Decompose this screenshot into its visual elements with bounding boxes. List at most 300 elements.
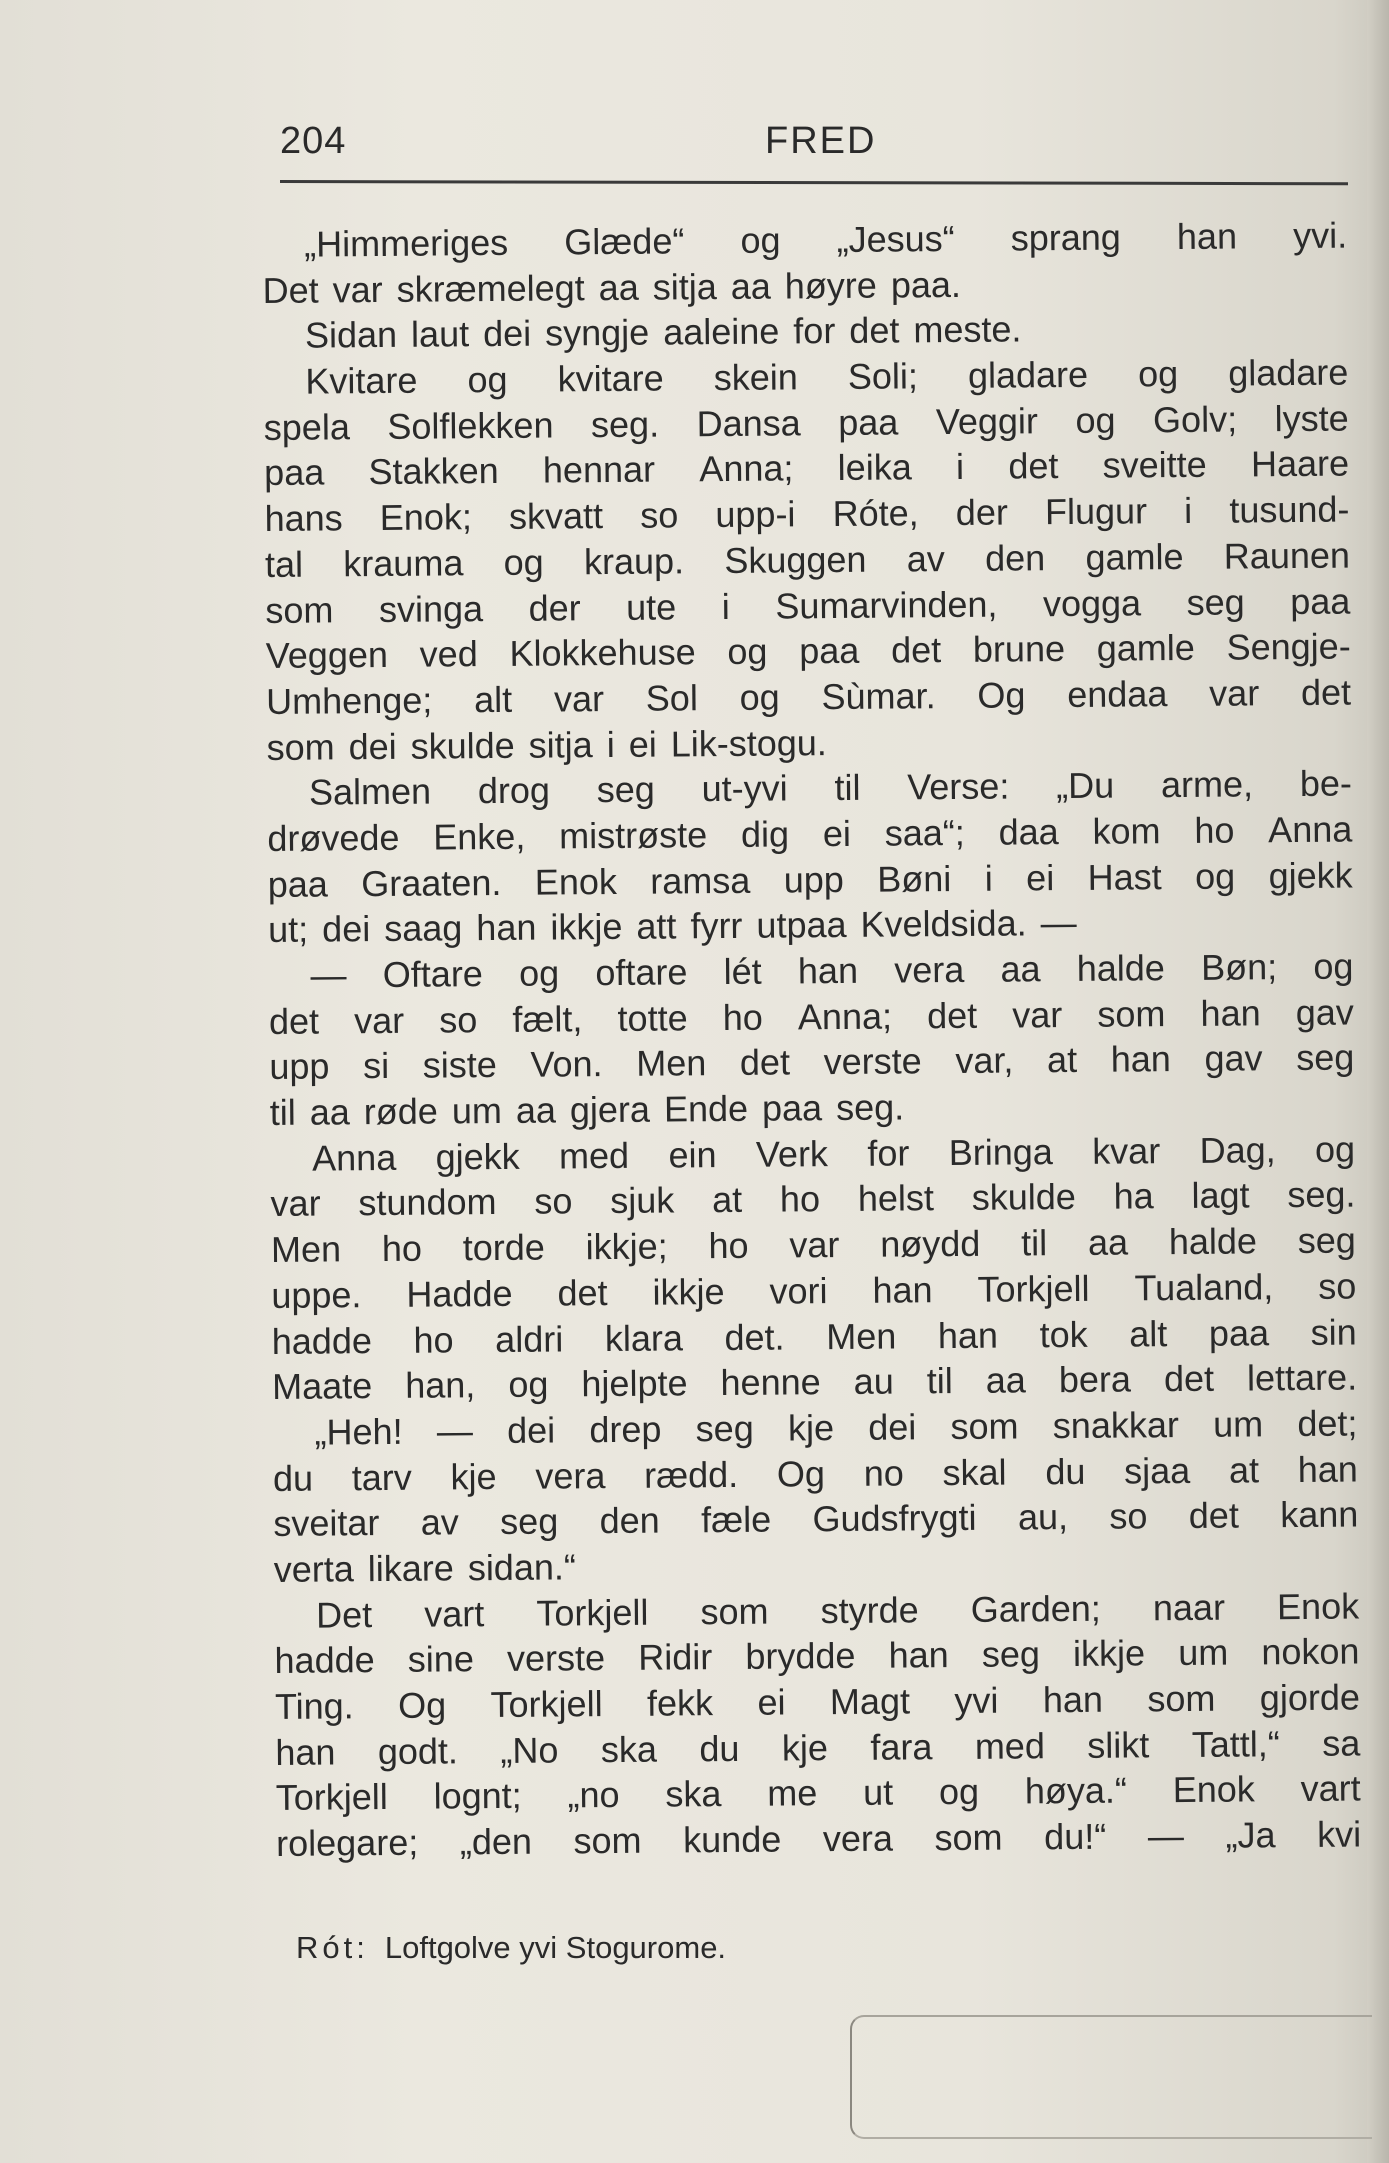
text-line [276, 1766, 1361, 1821]
text-line [272, 1355, 1357, 1410]
word: fara [870, 1725, 933, 1768]
word: og [467, 358, 508, 401]
word: seg [500, 1500, 559, 1543]
word: det [890, 629, 942, 671]
word: Men [270, 1228, 342, 1271]
word: seg. [590, 403, 660, 445]
word: ute [625, 585, 677, 628]
word: verste [506, 1637, 606, 1680]
word: aa [730, 265, 771, 307]
word: Hadde [406, 1272, 513, 1315]
word: dig [740, 813, 790, 855]
word: halde [1076, 947, 1166, 989]
word: halde [1168, 1220, 1258, 1263]
paragraph [268, 944, 1355, 1136]
word: Veggir [935, 399, 1039, 442]
word: hans [264, 497, 343, 540]
word: paa [799, 629, 860, 672]
word: seg [1186, 580, 1245, 623]
word: du [272, 1457, 314, 1499]
word: so [534, 1180, 573, 1223]
word: du [699, 1727, 740, 1769]
word: Enok [1172, 1768, 1256, 1811]
word: var, [955, 1039, 1014, 1082]
word: den [984, 536, 1046, 579]
word: sitja [652, 265, 717, 308]
word: lét [723, 950, 762, 992]
word: paa [838, 401, 899, 443]
word: — [1040, 902, 1077, 944]
word: Torkjell [536, 1591, 649, 1634]
word: og [1313, 945, 1354, 987]
word: fælt, [512, 997, 583, 1040]
footnote-term: Rót: [296, 1930, 369, 1965]
word: so [439, 998, 478, 1041]
word: og [503, 541, 544, 583]
word: gjekk [435, 1135, 520, 1178]
word: kvitare [557, 357, 664, 400]
word: Men [826, 1315, 897, 1357]
word: ramsa [650, 859, 751, 902]
word: ei [628, 723, 657, 765]
word: Sùmar. [821, 675, 936, 718]
word: paa [267, 863, 329, 905]
word: ska [600, 1728, 658, 1770]
word: Bøn; [1200, 946, 1278, 988]
word: Det [315, 1593, 373, 1636]
word: Anna; [699, 447, 794, 490]
word: brydde [745, 1635, 856, 1678]
word: skulde [410, 724, 515, 767]
word: upp [269, 1045, 330, 1088]
word: var [1012, 993, 1063, 1036]
word: — [310, 954, 347, 996]
word: fæle [700, 1498, 772, 1541]
word: Lik-stogu. [670, 721, 828, 765]
word: sitja [528, 723, 593, 766]
word: Umhenge; [266, 679, 433, 722]
word: var [353, 999, 405, 1041]
word: Raunen [1223, 534, 1351, 577]
word: sa [1322, 1722, 1361, 1764]
word: Róte, [832, 492, 919, 535]
word: som [950, 1405, 1019, 1447]
word: han [937, 1314, 999, 1356]
word: Enok [1276, 1585, 1360, 1627]
word: yvi [954, 1679, 999, 1722]
word: Anna [1268, 808, 1353, 851]
word: Enke, [433, 815, 526, 858]
word: Det [262, 269, 319, 311]
word: det [1163, 1357, 1215, 1400]
word: kunde [683, 1818, 782, 1861]
word: som [1097, 992, 1166, 1035]
word: Anna [311, 1136, 397, 1179]
word: vori [769, 1269, 828, 1312]
word: som [573, 1819, 642, 1862]
word: Kvitare [305, 359, 418, 402]
word: dei [868, 1406, 917, 1448]
word: han [888, 1634, 949, 1676]
word: Soli; [847, 355, 919, 397]
word: Anna; [797, 995, 893, 1038]
word: Tualand, [1134, 1266, 1274, 1309]
word: paa [761, 1087, 823, 1129]
word: og [740, 219, 781, 261]
word: ho [413, 1318, 454, 1361]
word: ved [419, 633, 478, 675]
word: „Jesus“ [836, 217, 955, 260]
word: drep [589, 1408, 662, 1451]
word: „Du [1055, 764, 1115, 807]
word: den [599, 1499, 660, 1542]
word: ho [381, 1227, 423, 1270]
word: „Heh! [314, 1410, 403, 1453]
word: so [640, 494, 679, 536]
word: Torkjell [977, 1267, 1090, 1310]
word: vera [535, 1454, 606, 1497]
word: hadde [271, 1319, 373, 1362]
word: no [863, 1452, 904, 1494]
word: tal [264, 543, 304, 585]
word: aa [1000, 948, 1041, 990]
word: til [1020, 1222, 1048, 1264]
footnote-definition: Loftgolve yvi Stogurome. [384, 1930, 727, 1965]
word: som [700, 1590, 769, 1632]
word: ho [1194, 809, 1235, 851]
word: kje [787, 1406, 835, 1449]
page-edge-shadow [1367, 0, 1389, 2163]
word: godt. [377, 1730, 459, 1772]
word: han [1200, 992, 1261, 1034]
word: i [1184, 490, 1193, 532]
word: høyre [784, 264, 878, 307]
word: uppe. [271, 1273, 362, 1316]
word: det [557, 1271, 608, 1314]
word: skal [942, 1451, 1007, 1493]
word: dei [322, 908, 371, 950]
word: at [1228, 1448, 1260, 1491]
word: høya.“ [1024, 1769, 1128, 1812]
word: ei [822, 812, 852, 855]
word: Solflekken [387, 404, 554, 447]
word: nokon [1261, 1630, 1360, 1673]
word: lyste [1274, 397, 1349, 439]
paragraph [274, 1583, 1361, 1867]
word: han [872, 1269, 933, 1311]
word: henne [720, 1361, 821, 1404]
word: snakkar [1052, 1403, 1180, 1447]
word: rolegare; [275, 1821, 419, 1864]
word: fekk [646, 1682, 714, 1724]
word: Von. [530, 1043, 603, 1086]
page-header [280, 120, 1345, 176]
word: han [476, 906, 537, 949]
word: kje [781, 1726, 829, 1769]
word: dei [482, 313, 532, 355]
word: og [1194, 855, 1236, 897]
word: Ridir [638, 1636, 713, 1679]
word: sprang [1010, 216, 1121, 259]
word: han [1297, 1448, 1359, 1490]
word: det [926, 994, 978, 1036]
word: hennar [542, 449, 656, 491]
word: han [1110, 1038, 1172, 1080]
word: ho [708, 1224, 749, 1267]
word: gladare [967, 353, 1089, 396]
word: kann [1280, 1493, 1359, 1536]
word: Sengje- [1226, 625, 1351, 668]
word: og [739, 676, 780, 718]
word: vogga [1042, 581, 1142, 624]
text-line [267, 761, 1352, 816]
word: be- [1299, 762, 1353, 805]
word: han [275, 1731, 336, 1773]
word: rædd. [643, 1453, 739, 1496]
word: Bringa [948, 1130, 1053, 1173]
word: og [938, 1771, 980, 1813]
word: paa. [890, 263, 962, 306]
word: vart [424, 1592, 485, 1635]
text-line [276, 1812, 1361, 1867]
word: Tattl,“ [1191, 1722, 1280, 1765]
text-line [273, 1492, 1358, 1547]
word: og [508, 1363, 549, 1406]
word: Dansa [696, 402, 801, 444]
word: hadde [274, 1639, 375, 1682]
word: gav [1204, 1037, 1263, 1080]
word: „den [459, 1820, 533, 1863]
word: klara [604, 1316, 684, 1359]
word: med [974, 1724, 1046, 1767]
word: so [1109, 1495, 1148, 1537]
word: seg [695, 1407, 754, 1450]
text-line [271, 1263, 1356, 1318]
word: var [1209, 672, 1260, 714]
word: „No [500, 1729, 559, 1771]
word: gjorde [1259, 1676, 1361, 1719]
word: skulde [971, 1176, 1076, 1219]
word: ho [722, 996, 763, 1038]
word: at [711, 1179, 743, 1221]
word: nøydd [880, 1222, 981, 1265]
word: ut [862, 1771, 894, 1814]
word: det [268, 1000, 320, 1042]
word: vart [1300, 1767, 1361, 1810]
word: skvatt [508, 495, 604, 537]
word: det [1188, 1494, 1240, 1537]
word: „Himmeriges [304, 221, 509, 265]
word: sveitar [273, 1502, 380, 1545]
word: ikkje [550, 906, 623, 948]
word: Og [776, 1452, 826, 1495]
word: Magt [829, 1680, 911, 1723]
word: helst [857, 1177, 935, 1220]
word: det; [1297, 1402, 1358, 1444]
word: og [1075, 399, 1116, 441]
word: Enok; [379, 496, 473, 539]
word: likare [367, 1547, 455, 1590]
word: oftare [595, 951, 688, 994]
word: alt [1129, 1312, 1168, 1354]
word: Og [977, 674, 1026, 716]
word: sjaa [1123, 1449, 1191, 1492]
word: aa [1087, 1221, 1129, 1263]
word: som [934, 1816, 1003, 1859]
word: yvi. [1292, 214, 1348, 257]
word: meste. [913, 308, 1022, 351]
word: styrde [820, 1588, 919, 1631]
word: av [420, 1501, 459, 1543]
word: det [1008, 445, 1059, 487]
word: saag [384, 907, 463, 950]
word: um [451, 1090, 503, 1132]
word: Bøni [877, 857, 952, 900]
word: seg. [1287, 1173, 1356, 1216]
word: drog [477, 769, 551, 812]
word: vera [822, 1817, 894, 1860]
word: det. [724, 1315, 785, 1358]
word: Verse: [907, 765, 1010, 808]
word: ei [757, 1681, 786, 1723]
word: tarv [351, 1456, 412, 1498]
word: fyrr [690, 905, 743, 947]
word: det [1300, 671, 1352, 713]
word: han [1042, 1678, 1104, 1721]
word: „no [567, 1774, 620, 1816]
word: som [265, 588, 334, 631]
word: han [797, 949, 859, 992]
word: aa [598, 266, 639, 308]
word: Dag, [1199, 1128, 1276, 1171]
word: bera [1058, 1358, 1132, 1401]
word: var [553, 677, 605, 720]
word: Sidan [304, 314, 398, 357]
word: Sol [645, 677, 699, 719]
word: upp [783, 858, 845, 901]
word: Ende [663, 1087, 749, 1130]
word: siste [422, 1044, 497, 1087]
word: ikkje [1072, 1632, 1146, 1675]
word: gav [1295, 991, 1354, 1033]
word: kje [450, 1455, 497, 1497]
word: han, [405, 1364, 476, 1406]
word: um [1178, 1631, 1229, 1674]
word: paa [1290, 580, 1351, 622]
word: verta [273, 1548, 354, 1590]
footnote [296, 1930, 726, 1966]
word: gjera [569, 1088, 651, 1131]
word: kom [1092, 810, 1161, 852]
word: og [1137, 353, 1179, 395]
word: Oftare [382, 953, 484, 995]
word: dei [506, 1409, 556, 1451]
word: kraup. [583, 540, 685, 583]
word: ha [1113, 1175, 1154, 1218]
word: au, [1017, 1496, 1069, 1538]
word: gamle [1085, 535, 1184, 578]
word: Og [397, 1684, 447, 1726]
word: Sumarvinden, [775, 583, 998, 627]
word: laut [410, 313, 470, 356]
paragraph [263, 350, 1352, 771]
word: syngje [544, 312, 650, 354]
word: aa [309, 1091, 350, 1133]
paragraph [272, 1400, 1359, 1592]
word: der [528, 586, 581, 629]
word: Graaten. [361, 861, 502, 904]
word: Golv; [1152, 398, 1238, 440]
word: sine [407, 1638, 475, 1681]
word: naar [1152, 1586, 1226, 1628]
word: seg [1297, 1219, 1357, 1262]
word: Glæde“ [564, 220, 685, 263]
word: var [789, 1224, 840, 1266]
word: som [266, 725, 335, 768]
word: han [1176, 215, 1238, 258]
word: Men [636, 1042, 707, 1085]
word: kvi [1316, 1813, 1362, 1855]
word: lagt [1191, 1174, 1250, 1217]
word: daa [998, 811, 1059, 853]
word: var [332, 268, 383, 311]
word: Verk [755, 1132, 829, 1175]
word: au [853, 1360, 894, 1403]
word: var [270, 1182, 321, 1225]
word: Torkjell [275, 1776, 388, 1819]
word: arme, [1160, 763, 1254, 806]
word: Flugur [1044, 490, 1148, 533]
word: i [721, 585, 730, 627]
word: i [955, 446, 965, 488]
library-stamp-outline [850, 2015, 1372, 2139]
word: i [606, 723, 615, 765]
word: at [1046, 1039, 1078, 1081]
word: det [739, 1041, 791, 1084]
word: ikkje [652, 1270, 725, 1313]
word: so [1318, 1265, 1357, 1307]
word: ut-yvi [701, 767, 788, 810]
word: verste [823, 1040, 922, 1083]
word: torde [462, 1226, 545, 1269]
word: me [767, 1772, 818, 1815]
word: ut; [267, 908, 309, 951]
word: stundom [358, 1181, 497, 1224]
word: ein [668, 1133, 717, 1176]
word: tusund- [1229, 488, 1350, 531]
paragraph [267, 761, 1354, 953]
word: seg [1296, 1036, 1355, 1079]
word: ikkje; [585, 1225, 668, 1268]
word: Veggen [265, 634, 389, 677]
word: ho [779, 1178, 821, 1220]
word: Klokkehuse [509, 631, 696, 675]
word: lettare. [1246, 1356, 1358, 1399]
running-title: FRED [765, 120, 877, 162]
word: um [1212, 1403, 1264, 1445]
word: sidan.“ [467, 1546, 577, 1589]
word: totte [617, 997, 688, 1039]
word: Skuggen [724, 538, 867, 581]
word: „Ja [1225, 1814, 1276, 1856]
word: Enok [534, 860, 618, 903]
word: og [1314, 1128, 1356, 1170]
word: gamle [1096, 627, 1196, 669]
word: — [1147, 1815, 1185, 1857]
word: røde [363, 1090, 439, 1133]
word: og [518, 952, 560, 994]
word: skræmelegt [396, 266, 585, 310]
